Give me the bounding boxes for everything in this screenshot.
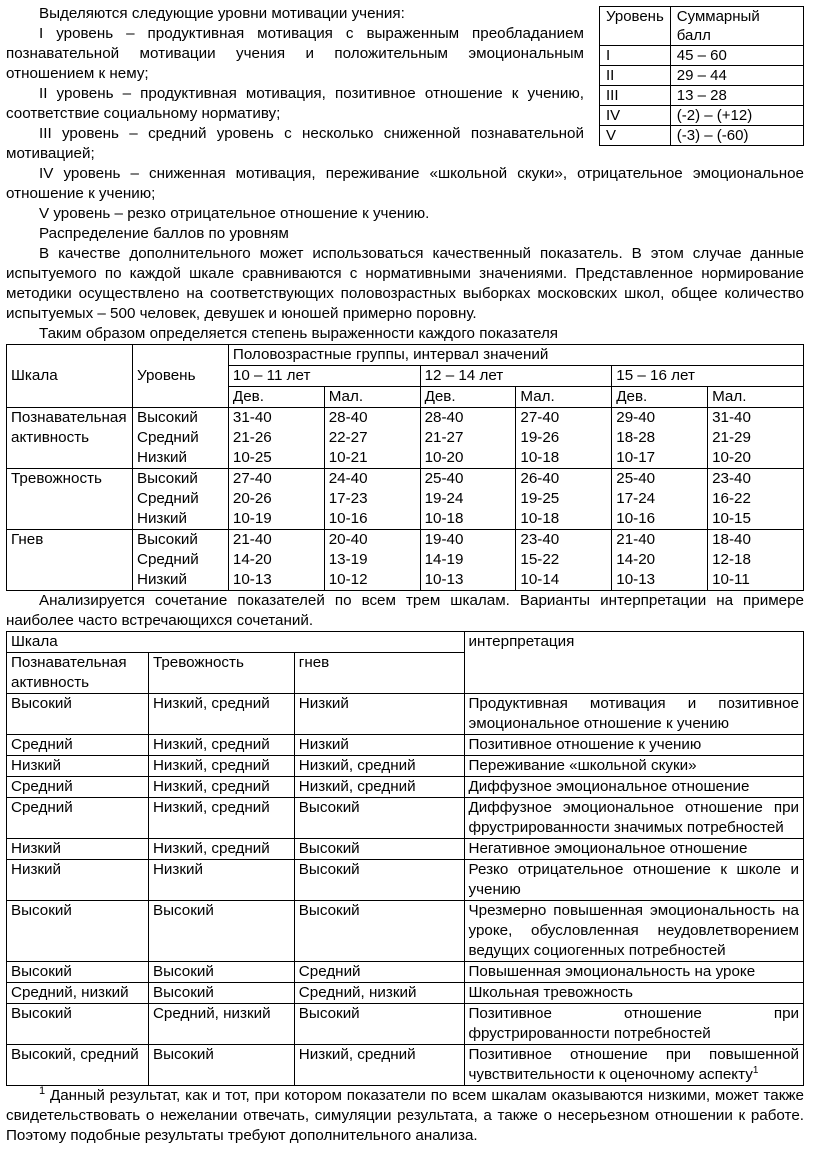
norms-value-cell: 10-14: [516, 570, 612, 591]
norms-value-cell: 10-18: [420, 509, 516, 530]
interp-cognitive: Средний: [7, 735, 149, 756]
norms-level-name: Средний: [132, 428, 228, 448]
level-score-range: (-3) – (-60): [670, 126, 803, 146]
norms-value-cell: 20-26: [228, 489, 324, 509]
interp-row: [7, 1004, 804, 1045]
norms-value-cell: 17-23: [324, 489, 420, 509]
interp-text-cell: [464, 1045, 803, 1086]
norms-value-cell: 10-20: [708, 448, 804, 469]
interp-row: [7, 777, 804, 798]
interp-text: Позитивное отношение к учению: [468, 736, 702, 753]
norms-value-cell: 23-40: [516, 530, 612, 551]
interp-anxiety: Низкий: [148, 860, 294, 901]
level-score-range: 13 – 28: [670, 86, 803, 106]
sex-girls: Дев.: [228, 387, 324, 408]
interp-subcol-anxiety: Тревожность: [148, 653, 294, 694]
norms-value-cell: 10-16: [612, 509, 708, 530]
sex-girls: Дев.: [420, 387, 516, 408]
norms-value-cell: 31-40: [228, 408, 324, 429]
norms-value-cell: 13-19: [324, 550, 420, 570]
level-1-text: I уровень – продуктивная мотивация с выраженным преобладанием познавательной мотивации учения и положительным эмоциональным отношением к нему;: [6, 25, 584, 82]
interp-text-cell: [464, 860, 803, 901]
level-score-range: 45 – 60: [670, 46, 803, 66]
interp-anger: Высокий: [294, 860, 464, 901]
interp-anxiety: Низкий, средний: [148, 777, 294, 798]
interp-row: [7, 962, 804, 983]
level-numeral: II: [600, 66, 671, 86]
interp-anger: Высокий: [294, 839, 464, 860]
footnote-mark: 1: [39, 1084, 46, 1097]
levels-header-level: Уровень: [600, 7, 671, 46]
interp-anxiety: Высокий: [148, 901, 294, 962]
norms-value-cell: 28-40: [420, 408, 516, 429]
norms-level-name: Высокий: [132, 530, 228, 551]
level-2-text: II уровень – продуктивная мотивация, позитивное отношение к учению, соответствие социальному нормативу;: [6, 85, 584, 122]
norms-row: [7, 408, 804, 429]
norms-value-cell: 23-40: [708, 469, 804, 490]
age-group-1: 10 – 11 лет: [228, 366, 420, 387]
footnote-text: Данный результат, как и тот, при котором показатели по всем шкалам оказываются низкими, может также свидетельствовать о нежелании отвечать, симуляции результата, а также о несерьезном отношении к работе. Поэтому подобные результаты требуют дополнительного анализа.: [6, 1087, 804, 1144]
norms-value-cell: 29-40: [612, 408, 708, 429]
norms-value-cell: 19-26: [516, 428, 612, 448]
norms-value-cell: 10-11: [708, 570, 804, 591]
norms-level-name: Низкий: [132, 448, 228, 469]
norms-group-header: Половозрастные группы, интервал значений: [228, 345, 803, 366]
norms-value-cell: 27-40: [516, 408, 612, 429]
interp-text: Продуктивная мотивация и позитивное эмоциональное отношение к учению: [468, 695, 799, 732]
interp-text-cell: [464, 1004, 803, 1045]
norms-value-cell: 26-40: [516, 469, 612, 490]
interp-text: Школьная тревожность: [468, 984, 633, 1001]
level-4-text: IV уровень – сниженная мотивация, переживание «школьной скуки», отрицательное эмоциональное отношение к учению;: [6, 165, 804, 202]
norms-value-cell: 16-22: [708, 489, 804, 509]
interp-row: [7, 798, 804, 839]
interp-anxiety: Низкий, средний: [148, 756, 294, 777]
interp-anger: Высокий: [294, 1004, 464, 1045]
norms-value-cell: 19-40: [420, 530, 516, 551]
interp-row: [7, 1045, 804, 1086]
norms-value-cell: 28-40: [324, 408, 420, 429]
interp-cognitive: Средний: [7, 777, 149, 798]
norms-value-cell: 10-13: [612, 570, 708, 591]
interp-row: [7, 839, 804, 860]
interp-header-row-1: [7, 632, 804, 653]
levels-row: [600, 46, 804, 66]
interp-anxiety: Низкий, средний: [148, 798, 294, 839]
norms-value-cell: 10-21: [324, 448, 420, 469]
norms-value-cell: 21-29: [708, 428, 804, 448]
norms-value-cell: 20-40: [324, 530, 420, 551]
norms-value-cell: 14-20: [612, 550, 708, 570]
interp-subcol-anger: гнев: [294, 653, 464, 694]
level-numeral: I: [600, 46, 671, 66]
interp-anger: Низкий, средний: [294, 777, 464, 798]
norms-value-cell: 10-12: [324, 570, 420, 591]
interp-text-cell: [464, 777, 803, 798]
norms-value-cell: 19-24: [420, 489, 516, 509]
levels-table-header: [600, 7, 804, 46]
interp-cognitive: Высокий: [7, 901, 149, 962]
interp-anger: Низкий, средний: [294, 756, 464, 777]
norms-value-cell: 10-15: [708, 509, 804, 530]
interp-text-cell: [464, 983, 803, 1004]
interp-row: [7, 901, 804, 962]
interp-anger: Низкий: [294, 735, 464, 756]
interp-text: Позитивное отношение при фрустрированности потребностей: [468, 1005, 799, 1042]
interp-anger: Низкий: [294, 694, 464, 735]
interp-anxiety: Высокий: [148, 1045, 294, 1086]
level-3-text: III уровень – средний уровень с несколько сниженной познавательной мотивацией;: [6, 125, 584, 162]
interp-cognitive: Высокий: [7, 1004, 149, 1045]
interp-row: [7, 860, 804, 901]
interp-text-cell: [464, 839, 803, 860]
norms-value-cell: 17-24: [612, 489, 708, 509]
level-5-text: V уровень – резко отрицательное отношение к учению.: [39, 205, 430, 222]
levels-row: [600, 106, 804, 126]
norms-level-name: Средний: [132, 489, 228, 509]
interp-text-cell: [464, 694, 803, 735]
interp-cognitive: Низкий: [7, 860, 149, 901]
norms-value-cell: 18-28: [612, 428, 708, 448]
norms-value-cell: 14-19: [420, 550, 516, 570]
interp-row: [7, 756, 804, 777]
interp-anxiety: Средний, низкий: [148, 1004, 294, 1045]
interp-anger: Высокий: [294, 901, 464, 962]
interp-text: Чрезмерно повышенная эмоциональность на уроке, обусловленная неудовлетворением ведущих социогенных потребностей: [468, 902, 799, 959]
level-score-range: (-2) – (+12): [670, 106, 803, 126]
levels-section: [6, 4, 804, 164]
interp-text: Диффузное эмоциональное отношение: [468, 778, 750, 795]
norms-level-name: Средний: [132, 550, 228, 570]
interp-text: Позитивное отношение при повышенной чувствительности к оценочному аспекту: [468, 1046, 799, 1083]
interp-anxiety: Высокий: [148, 962, 294, 983]
level-numeral: III: [600, 86, 671, 106]
norms-value-cell: 21-40: [612, 530, 708, 551]
interp-anxiety: Высокий: [148, 983, 294, 1004]
norms-value-cell: 21-40: [228, 530, 324, 551]
interp-cognitive: Низкий: [7, 839, 149, 860]
norms-value-cell: 10-13: [228, 570, 324, 591]
norms-value-cell: 21-26: [228, 428, 324, 448]
interp-cognitive: Высокий: [7, 694, 149, 735]
interp-cognitive: Высокий: [7, 962, 149, 983]
norms-header-row-1: [7, 345, 804, 366]
interp-cognitive: Низкий: [7, 756, 149, 777]
norms-level-name: Высокий: [132, 469, 228, 490]
interp-text: Негативное эмоциональное отношение: [468, 840, 748, 857]
norms-value-cell: 14-20: [228, 550, 324, 570]
combination-paragraph: Анализируется сочетание показателей по всем трем шкалам. Варианты интерпретации на примере наиболее часто встречающихся сочетаний.: [6, 592, 804, 629]
norms-value-cell: 12-18: [708, 550, 804, 570]
interp-anxiety: Низкий, средний: [148, 839, 294, 860]
levels-row: [600, 66, 804, 86]
norms-table: [6, 344, 804, 591]
norms-value-cell: 25-40: [612, 469, 708, 490]
qualitative-paragraph: В качестве дополнительного может использоваться качественный показатель. В этом случае данные испытуемого по каждой шкале сравниваются с нормативными значениями. Представленное нормирование методики осуществлено на соответствующих половозрастных выборках московских школ, общее количество испытуемых – 500 человек, девушек и юношей примерно поровну.: [6, 245, 804, 322]
interp-col-scale: Шкала: [7, 632, 465, 653]
interp-cognitive: Средний, низкий: [7, 983, 149, 1004]
norms-value-cell: 31-40: [708, 408, 804, 429]
norms-value-cell: 19-25: [516, 489, 612, 509]
norms-value-cell: 10-19: [228, 509, 324, 530]
levels-header-score: Суммарный балл: [670, 7, 803, 46]
interp-cognitive: Средний: [7, 798, 149, 839]
interp-anger: Средний: [294, 962, 464, 983]
norms-value-cell: 25-40: [420, 469, 516, 490]
norms-value-cell: 22-27: [324, 428, 420, 448]
interp-anger: Средний, низкий: [294, 983, 464, 1004]
interp-subcol-cognitive: Познавательная активность: [7, 653, 149, 694]
norms-value-cell: 15-22: [516, 550, 612, 570]
interp-row: [7, 735, 804, 756]
interp-text-cell: [464, 962, 803, 983]
norms-value-cell: 10-13: [420, 570, 516, 591]
interp-anger: Высокий: [294, 798, 464, 839]
norms-col-scale: Шкала: [7, 345, 133, 408]
interp-text-cell: [464, 756, 803, 777]
intro-title: Выделяются следующие уровни мотивации учения:: [39, 5, 405, 22]
norms-value-cell: 18-40: [708, 530, 804, 551]
interp-col-interpretation: интерпретация: [464, 632, 803, 694]
level-numeral: IV: [600, 106, 671, 126]
norms-value-cell: 10-20: [420, 448, 516, 469]
interp-footnote-mark: 1: [752, 1064, 759, 1076]
norms-scale-name: Тревожность: [7, 469, 133, 530]
norms-value-cell: 10-18: [516, 509, 612, 530]
norms-level-name: Низкий: [132, 509, 228, 530]
sex-boys: Мал.: [516, 387, 612, 408]
interp-anxiety: Низкий, средний: [148, 694, 294, 735]
age-group-2: 12 – 14 лет: [420, 366, 612, 387]
norms-value-cell: 10-17: [612, 448, 708, 469]
norms-scale-name: Гнев: [7, 530, 133, 591]
norms-value-cell: 10-25: [228, 448, 324, 469]
norms-col-level: Уровень: [132, 345, 228, 408]
interp-row: [7, 983, 804, 1004]
norms-value-cell: 24-40: [324, 469, 420, 490]
interp-anxiety: Низкий, средний: [148, 735, 294, 756]
footnote: [6, 1086, 804, 1146]
level-numeral: V: [600, 126, 671, 146]
distribution-title: Распределение баллов по уровням: [39, 225, 289, 242]
norms-level-name: Низкий: [132, 570, 228, 591]
interp-text-cell: [464, 798, 803, 839]
norms-level-name: Высокий: [132, 408, 228, 429]
norms-scale-name: Познавательная активность: [7, 408, 133, 469]
levels-row: [600, 86, 804, 106]
norms-value-cell: 10-16: [324, 509, 420, 530]
norms-row: [7, 530, 804, 551]
sex-girls: Дев.: [612, 387, 708, 408]
interp-cognitive: Высокий, средний: [7, 1045, 149, 1086]
norms-row: [7, 469, 804, 490]
interp-text-cell: [464, 901, 803, 962]
interp-text: Резко отрицательное отношение к школе и учению: [468, 861, 799, 898]
norms-value-cell: 21-27: [420, 428, 516, 448]
interpretation-table: [6, 631, 804, 1086]
interp-text: Повышенная эмоциональность на уроке: [468, 963, 756, 980]
norms-title: Таким образом определяется степень выраженности каждого показателя: [39, 325, 559, 342]
levels-row: [600, 126, 804, 146]
sex-boys: Мал.: [324, 387, 420, 408]
interp-text: Диффузное эмоциональное отношение при фрустрированности значимых потребностей: [468, 799, 799, 836]
norms-value-cell: 27-40: [228, 469, 324, 490]
document-page: [6, 4, 804, 1146]
sex-boys: Мал.: [708, 387, 804, 408]
level-score-range: 29 – 44: [670, 66, 803, 86]
norms-value-cell: 10-18: [516, 448, 612, 469]
interp-anger: Низкий, средний: [294, 1045, 464, 1086]
levels-score-table: [599, 6, 804, 146]
interp-text-cell: [464, 735, 803, 756]
age-group-3: 15 – 16 лет: [612, 366, 804, 387]
interp-text: Переживание «школьной скуки»: [468, 757, 697, 774]
interp-row: [7, 694, 804, 735]
